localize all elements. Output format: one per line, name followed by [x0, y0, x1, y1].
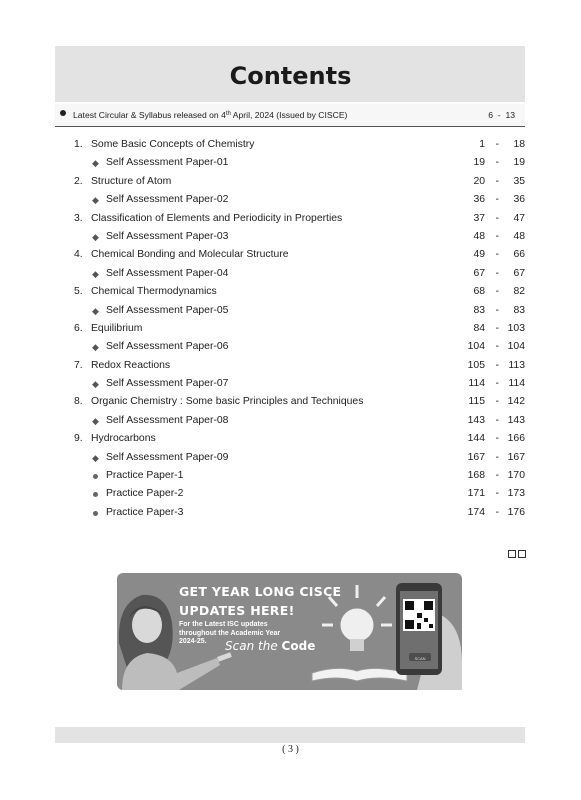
page-dash: - [495, 230, 499, 242]
page-from: 105 [467, 359, 485, 371]
page-from: 84 [473, 322, 485, 334]
toc-subitem-row[interactable] [55, 412, 525, 430]
chapter-number: 6. [74, 322, 83, 334]
toc-label: Structure of Atom [91, 175, 172, 187]
toc-label: Practice Paper-3 [106, 506, 184, 518]
page-to: 142 [507, 396, 525, 408]
toc-subitem-row[interactable] [55, 504, 525, 522]
toc-chapter-row[interactable] [55, 430, 525, 448]
page-dash: - [495, 451, 499, 463]
circle-bullet-icon [93, 474, 98, 479]
phone-scan-label[interactable]: SCAN [414, 656, 426, 661]
page-from: 67 [473, 267, 485, 279]
diamond-bullet-icon: ◆ [92, 195, 99, 206]
page-to: 103 [507, 322, 525, 334]
chapter-number: 9. [74, 433, 83, 445]
page-dash: - [495, 249, 499, 261]
page-dash: - [495, 488, 499, 500]
toc-label: Self Assessment Paper-09 [106, 451, 229, 463]
circular-pages: 6 - 13 [488, 110, 515, 120]
page-to: 67 [513, 267, 525, 279]
page-from: 83 [473, 304, 485, 316]
page-dash: - [495, 414, 499, 426]
page-dash: - [495, 212, 499, 224]
diamond-bullet-icon: ◆ [92, 231, 99, 242]
page-to: 104 [507, 341, 525, 353]
chapter-number: 5. [74, 286, 83, 298]
toc-subitem-row[interactable] [55, 338, 525, 356]
toc-subitem-row[interactable] [55, 228, 525, 246]
square-icon [518, 550, 526, 558]
page-to: 176 [507, 506, 525, 518]
chapter-number: 2. [74, 175, 83, 187]
circular-label: Latest Circular & Syllabus released on 4th April, 2024 (Issued by CISCE) [73, 110, 348, 120]
toc-chapter-row[interactable] [55, 173, 525, 191]
toc-chapter-row[interactable] [55, 393, 525, 411]
toc-label: Self Assessment Paper-05 [106, 304, 229, 316]
page-to: 82 [513, 286, 525, 298]
page-to: 114 [508, 378, 525, 390]
page-from: 19 [473, 157, 485, 169]
page-from: 114 [468, 378, 485, 390]
circle-bullet-icon [93, 492, 98, 497]
page-from: 37 [473, 212, 485, 224]
toc-label: Self Assessment Paper-02 [106, 194, 229, 206]
diamond-bullet-icon: ◆ [92, 415, 99, 426]
toc-label: Self Assessment Paper-06 [106, 341, 229, 353]
page-dash: - [495, 433, 499, 445]
chapter-number: 7. [74, 359, 83, 371]
page-to: 113 [508, 359, 525, 371]
page-from: 104 [467, 341, 485, 353]
toc-subitem-row[interactable] [55, 375, 525, 393]
page-dash: - [495, 378, 499, 390]
toc-label: Chemical Bonding and Molecular Structure [91, 249, 289, 261]
chapter-number: 3. [74, 212, 83, 224]
diamond-bullet-icon: ◆ [92, 268, 99, 279]
page-to: 35 [513, 175, 525, 187]
square-icon [508, 550, 516, 558]
toc-label: Classification of Elements and Periodicity in Properties [91, 212, 343, 224]
page-dash: - [495, 157, 499, 169]
page-to: 143 [507, 414, 525, 426]
page-dash: - [495, 267, 499, 279]
circular-row[interactable] [55, 104, 525, 127]
toc-label: Self Assessment Paper-07 [106, 378, 229, 390]
toc-label: Equilibrium [91, 322, 143, 334]
page-from: 171 [467, 488, 485, 500]
page-dash: - [495, 304, 499, 316]
page-to: 83 [513, 304, 525, 316]
toc-label: Self Assessment Paper-03 [106, 230, 229, 242]
toc-label: Practice Paper-2 [106, 488, 184, 500]
toc-label: Self Assessment Paper-01 [106, 157, 229, 169]
circle-bullet-icon [93, 511, 98, 516]
table-of-contents [55, 136, 525, 522]
chapter-number: 1. [74, 139, 83, 150]
page-to: 173 [507, 488, 525, 500]
page-dash: - [495, 175, 499, 187]
page-dash: - [495, 286, 499, 298]
toc-label: Self Assessment Paper-08 [106, 414, 229, 426]
page-from: 48 [473, 230, 485, 242]
page-to: 36 [513, 194, 525, 206]
toc-label: Hydrocarbons [91, 433, 156, 445]
page-to: 66 [513, 249, 525, 261]
page-title: Contents [229, 62, 352, 90]
page-from: 144 [467, 433, 485, 445]
phone-illustration [396, 583, 462, 690]
page-from: 174 [467, 506, 485, 518]
toc-label: Some Basic Concepts of Chemistry [91, 139, 255, 150]
page-to: 166 [507, 433, 525, 445]
page-number: ( 3 ) [282, 744, 299, 755]
toc-chapter-row[interactable] [55, 246, 525, 264]
toc-subitem-row[interactable] [55, 191, 525, 209]
page-from: 49 [473, 249, 485, 261]
diamond-bullet-icon: ◆ [92, 305, 99, 316]
page-dash: - [495, 341, 499, 353]
chapter-number: 4. [74, 249, 83, 261]
page-from: 20 [473, 175, 485, 187]
toc-chapter-row[interactable] [55, 357, 525, 375]
toc-subitem-row[interactable] [55, 467, 525, 485]
page-dash: - [495, 194, 499, 206]
toc-subitem-row[interactable] [55, 449, 525, 467]
footer-band [55, 727, 525, 743]
toc-subitem-row[interactable] [55, 302, 525, 320]
book-illustration [312, 668, 407, 681]
promo-headline: GET YEAR LONG CISCE UPDATES HERE! [179, 584, 342, 618]
toc-chapter-row[interactable] [55, 283, 525, 301]
diamond-bullet-icon: ◆ [92, 379, 99, 390]
page-from: 143 [467, 414, 485, 426]
promo-banner[interactable] [117, 573, 462, 690]
toc-subitem-row[interactable] [55, 154, 525, 172]
toc-label: Chemical Thermodynamics [91, 286, 217, 298]
end-marks [508, 545, 528, 563]
scan-the-code-label: Scan the Code [225, 639, 316, 653]
diamond-bullet-icon: ◆ [92, 452, 99, 463]
page-dash: - [495, 139, 499, 150]
toc-label: Redox Reactions [91, 359, 171, 371]
page-to: 19 [513, 157, 525, 169]
diamond-bullet-icon: ◆ [92, 158, 99, 169]
page-to: 170 [507, 470, 525, 482]
toc-label: Self Assessment Paper-04 [106, 267, 229, 279]
chapter-number: 8. [74, 396, 83, 408]
page-to: 18 [513, 139, 525, 150]
toc-label: Organic Chemistry : Some basic Principles and Techniques [91, 396, 364, 408]
toc-subitem-row[interactable] [55, 265, 525, 283]
page-dash: - [495, 396, 499, 408]
toc-chapter-row[interactable] [55, 320, 525, 338]
page-from: 167 [467, 451, 485, 463]
page-dash: - [495, 470, 499, 482]
page-from: 168 [467, 470, 485, 482]
diamond-bullet-icon: ◆ [92, 342, 99, 353]
page-from: 115 [468, 396, 485, 408]
page-from: 36 [473, 194, 485, 206]
promo-subtext: For the Latest ISC updates throughout the Academic Year 2024-25. [179, 621, 281, 645]
toc-subitem-row[interactable] [55, 485, 525, 503]
page-to: 48 [513, 230, 525, 242]
page-from: 1 [479, 139, 485, 150]
toc-label: Practice Paper-1 [106, 470, 184, 482]
page-to: 167 [507, 451, 525, 463]
toc-chapter-row[interactable] [55, 136, 525, 154]
page-from: 68 [473, 286, 485, 298]
page-to: 47 [513, 212, 525, 224]
page-dash: - [495, 322, 499, 334]
page-dash: - [495, 506, 499, 518]
toc-chapter-row[interactable] [55, 210, 525, 228]
bullet-icon [60, 110, 66, 116]
page-dash: - [495, 359, 499, 371]
